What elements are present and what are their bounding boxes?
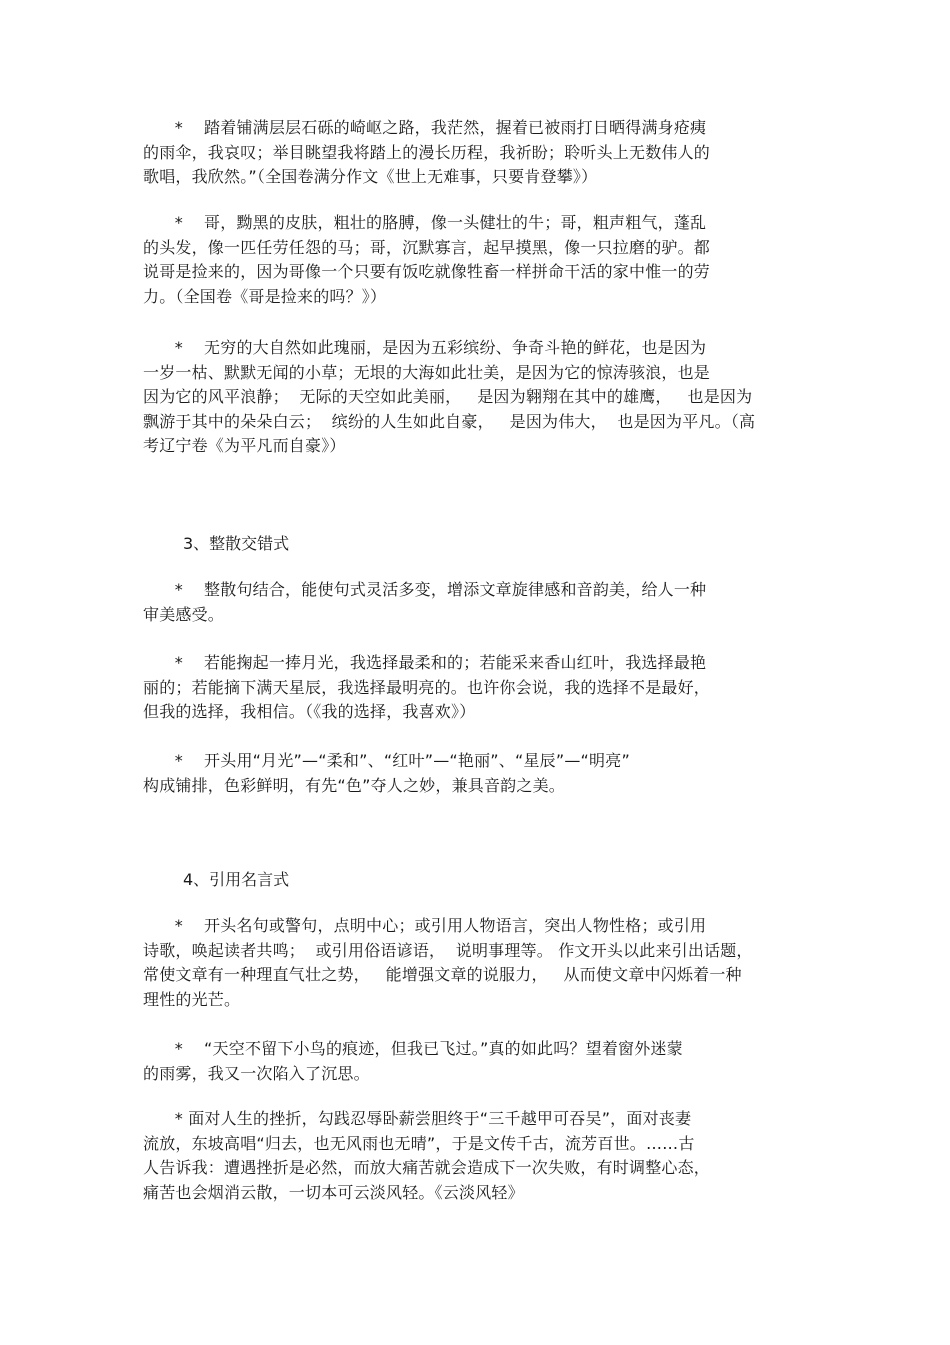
paragraph-6 (143, 749, 823, 798)
text-line: 丽的；若能摘下满天星辰，我选择最明亮的。也许你会说，我的选择不是最好， (143, 677, 711, 697)
text-line: 审美感受。 (143, 604, 225, 624)
text-line: * 开头用“月光”—“柔和”、“红叶”—“艳丽”、“星辰”—“明亮” (143, 751, 630, 770)
text-line: 诗歌，唤起读者共鸣； 或引用俗语谚语， 说明事理等。 作文开头以此来引出话题， (143, 940, 753, 960)
text-line: 的雨伞，我哀叹；举目眺望我将踏上的漫长历程，我祈盼；聆听头上无数伟人的 (143, 142, 711, 162)
text-line: 理性的光芒。 (143, 989, 241, 1009)
text-line: * 无穷的大自然如此瑰丽，是因为五彩缤纷、争奇斗艳的鲜花，也是因为 (143, 338, 707, 357)
text-line: 一岁一枯、默默无闻的小草；无垠的大海如此壮美，是因为它的惊涛骇浪，也是 (143, 362, 711, 382)
text-line: * 哥，黝黑的皮肤，粗壮的胳膊，像一头健壮的牛；哥，粗声粗气，蓬乱 (143, 213, 707, 232)
text-line: * “天空不留下小鸟的痕迹，但我已飞过。”真的如此吗？望着窗外迷蒙 (143, 1039, 683, 1058)
text-line: * 若能掬起一捧月光，我选择最柔和的；若能采来香山红叶，我选择最艳 (143, 653, 707, 672)
text-line: 因为它的风平浪静； 无际的天空如此美丽， 是因为翱翔在其中的雄鹰， 也是因为 (143, 387, 753, 406)
text-line: 的头发，像一匹任劳任怨的马；哥，沉默寡言，起早摸黑，像一只拉磨的驴。都 (143, 237, 711, 257)
section-heading-3: 3、整散交错式 (183, 534, 290, 553)
paragraph-8 (143, 1037, 823, 1086)
text-line: 流放，东坡高唱“归去，也无风雨也无晴”，于是文传千古，流芳百世。……古 (143, 1133, 695, 1153)
paragraph-5 (143, 651, 823, 725)
paragraph-9 (143, 1107, 823, 1205)
text-line: 说哥是捡来的，因为哥像一个只要有饭吃就像牲畜一样拼命干活的家中惟一的劳 (143, 262, 711, 281)
text-line: 但我的选择，我相信。（《我的选择，我喜欢》） (143, 702, 476, 721)
paragraph-7 (143, 914, 823, 1012)
section-heading-4: 4、引用名言式 (183, 870, 290, 889)
paragraph-2 (143, 211, 823, 309)
paragraph-1 (143, 116, 823, 190)
paragraph-4 (143, 578, 823, 627)
text-line: 构成铺排，色彩鲜明，有先“色”夺人之妙，兼具音韵之美。 (143, 775, 565, 795)
text-line: * 面对人生的挫折，勾践忍辱卧薪尝胆终于“三千越甲可吞吴”，面对丧妻 (143, 1109, 692, 1128)
text-line: 痛苦也会烟消云散，一切本可云淡风轻。《云淡风轻》 (143, 1182, 524, 1202)
text-line: 人告诉我：遭遇挫折是必然，而放大痛苦就会造成下一次失败，有时调整心态， (143, 1158, 711, 1177)
text-line: 歌唱，我欣然。”（全国卷满分作文《世上无难事，只要肯登攀》） (143, 167, 598, 186)
text-line: 的雨雾，我又一次陷入了沉思。 (143, 1063, 370, 1083)
text-line: 常使文章有一种理直气壮之势， 能增强文章的说服力， 从而使文章中闪烁着一种 (143, 965, 742, 984)
text-line: * 踏着铺满层层石砾的崎岖之路，我茫然，握着已被雨打日晒得满身疮痍 (143, 118, 707, 137)
text-line: 考辽宁卷《为平凡而自豪》） (143, 436, 346, 455)
text-line: 力。（全国卷《哥是捡来的吗？》） (143, 286, 387, 306)
text-line: * 开头名句或警句，点明中心；或引用人物语言，突出人物性格；或引用 (143, 916, 707, 935)
paragraph-3 (143, 336, 823, 459)
text-line: 飘游于其中的朵朵白云； 缤纷的人生如此自豪， 是因为伟大， 也是因为平凡。（高 (143, 411, 756, 431)
text-line: * 整散句结合，能使句式灵活多变，增添文章旋律感和音韵美，给人一种 (143, 580, 707, 599)
